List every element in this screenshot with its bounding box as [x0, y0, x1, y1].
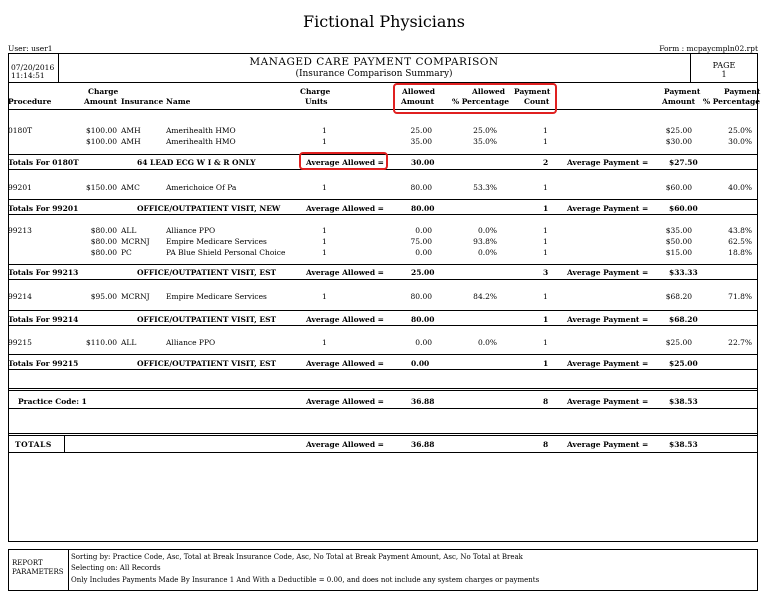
row-3-proc: 99213 — [8, 226, 32, 235]
row-2-name: Americhoice Of Pa — [166, 183, 237, 192]
row-7-allowed: 0.00 — [415, 338, 432, 347]
page-title: Fictional Physicians — [303, 12, 465, 31]
col-allowed-amount-2: Amount — [401, 97, 435, 106]
col-name: Name — [166, 97, 191, 106]
total-3-avg-pay: $68.20 — [669, 315, 698, 324]
total-4-desc: OFFICE/OUTPATIENT VISIT, EST — [137, 359, 277, 368]
total-1-avg-allowed: 80.00 — [411, 204, 435, 213]
grand-avg-payment: $38.53 — [669, 440, 698, 449]
grand-totals-label: TOTALS — [15, 440, 52, 449]
user-label: User: user1 — [8, 44, 53, 53]
total-2-avg-pay: $33.33 — [669, 268, 698, 277]
row-4-ppct: 62.5% — [728, 237, 752, 246]
col-charge-units-2: Units — [305, 97, 328, 106]
row-0-apct: 25.0% — [473, 126, 497, 135]
total-2-label: Totals For 99213 — [8, 268, 79, 277]
row-1-apct: 35.0% — [473, 137, 497, 146]
row-5-allowed: 0.00 — [415, 248, 432, 257]
row-2-ins: AMC — [121, 183, 140, 192]
row-7-ins: ALL — [121, 338, 137, 347]
practice-avg-payment-label: Average Payment = — [567, 397, 649, 406]
total-1-avg-allowed-label: Average Allowed = — [306, 204, 384, 213]
row-3-units: 1 — [322, 226, 327, 235]
total-4-avg-pay-label: Average Payment = — [567, 359, 649, 368]
row-0-units: 1 — [322, 126, 327, 135]
total-0-avg-pay: $27.50 — [669, 158, 698, 167]
row-7-ppct: 22.7% — [728, 338, 752, 347]
total-4-avg-pay: $25.00 — [669, 359, 698, 368]
total-4-avg-allowed-label: Average Allowed = — [306, 359, 384, 368]
row-7-name: Alliance PPO — [166, 338, 216, 347]
col-charge-amount-1: Charge — [88, 87, 119, 96]
col-payment-pct-2: % Percentage — [703, 97, 761, 106]
row-5-amount: $80.00 — [90, 248, 117, 257]
report-subtitle: (Insurance Comparison Summary) — [295, 69, 453, 79]
col-payment-pct-1: Payment — [724, 87, 761, 96]
grand-count: 8 — [543, 440, 549, 449]
row-3-ins: ALL — [121, 226, 137, 235]
row-2-proc: 99201 — [8, 183, 32, 192]
params-includes: Only Includes Payments Made By Insurance 1 And With a Deductible = 0.00, and does not include any system charges or payments — [71, 576, 540, 584]
practice-avg-allowed: 36.88 — [411, 397, 435, 406]
row-2-pay: $60.00 — [665, 183, 692, 192]
practice-count: 8 — [543, 397, 549, 406]
row-6-proc: 99214 — [8, 292, 32, 301]
row-5-name: PA Blue Shield Personal Choice — [166, 248, 286, 257]
row-7-proc: 99215 — [8, 338, 32, 347]
total-3-desc: OFFICE/OUTPATIENT VISIT, EST — [137, 315, 277, 324]
row-2-allowed: 80.00 — [410, 183, 432, 192]
row-6-name: Empire Medicare Services — [166, 292, 267, 301]
row-7-pay: $25.00 — [665, 338, 692, 347]
row-4-apct: 93.8% — [473, 237, 497, 246]
row-0-ppct: 25.0% — [728, 126, 752, 135]
row-3-count: 1 — [543, 226, 548, 235]
col-payment-count-2: Count — [524, 97, 550, 106]
row-2-apct: 53.3% — [473, 183, 497, 192]
row-0-name: Amerihealth HMO — [166, 126, 236, 135]
row-4-ins: MCRNJ — [121, 237, 150, 246]
row-3-amount: $80.00 — [90, 226, 117, 235]
total-4-label: Totals For 99215 — [8, 359, 79, 368]
row-1-ins: AMH — [121, 137, 141, 146]
params-selecting: Selecting on: All Records — [71, 564, 161, 572]
row-6-allowed: 80.00 — [410, 292, 432, 301]
total-0-desc: 64 LEAD ECG W I & R ONLY — [137, 158, 256, 167]
row-7-count: 1 — [543, 338, 548, 347]
row-3-apct: 0.0% — [477, 226, 497, 235]
row-0-ins: AMH — [121, 126, 141, 135]
row-4-allowed: 75.00 — [410, 237, 432, 246]
row-6-units: 1 — [322, 292, 327, 301]
params-sorting: Sorting by: Practice Code, Asc, Total at Break Insurance Code, Asc, No Total at Break Payment Amount, Asc, No Total at Break — [71, 553, 523, 561]
row-5-units: 1 — [322, 248, 327, 257]
total-0-avg-allowed: 30.00 — [411, 158, 435, 167]
row-1-ppct: 30.0% — [728, 137, 752, 146]
highlight-average-allowed — [299, 152, 388, 170]
total-2-avg-pay-label: Average Payment = — [567, 268, 649, 277]
row-5-count: 1 — [543, 248, 548, 257]
row-5-apct: 0.0% — [477, 248, 497, 257]
row-6-count: 1 — [543, 292, 548, 301]
total-0-avg-pay-label: Average Payment = — [567, 158, 649, 167]
row-5-ins: PC — [121, 248, 132, 257]
row-3-ppct: 43.8% — [728, 226, 752, 235]
total-3-count: 1 — [543, 315, 549, 324]
col-allowed-pct-1: Allowed — [472, 87, 505, 96]
total-2-avg-allowed-label: Average Allowed = — [306, 268, 384, 277]
row-7-units: 1 — [322, 338, 327, 347]
report-title: MANAGED CARE PAYMENT COMPARISON — [249, 56, 499, 68]
total-1-avg-pay-label: Average Payment = — [567, 204, 649, 213]
col-charge-amount-2: Amount — [84, 97, 118, 106]
total-1-count: 1 — [543, 204, 549, 213]
row-6-amount: $95.00 — [90, 292, 117, 301]
row-1-name: Amerihealth HMO — [166, 137, 236, 146]
report-date: 07/20/2016 — [11, 63, 55, 72]
total-2-avg-allowed: 25.00 — [411, 268, 435, 277]
page-number: 1 — [721, 70, 727, 79]
row-6-apct: 84.2% — [473, 292, 497, 301]
row-3-allowed: 0.00 — [415, 226, 432, 235]
row-6-ppct: 71.8% — [728, 292, 752, 301]
col-allowed-pct-2: % Percentage — [452, 97, 510, 106]
form-label: Form : mcpaycmpln02.rpt — [659, 44, 758, 53]
row-3-pay: $35.00 — [665, 226, 692, 235]
total-4-count: 1 — [543, 359, 549, 368]
page-label: PAGE — [712, 61, 736, 70]
total-1-desc: OFFICE/OUTPATIENT VISIT, NEW — [137, 204, 281, 213]
row-5-pay: $15.00 — [665, 248, 692, 257]
row-5-ppct: 18.8% — [728, 248, 752, 257]
row-1-units: 1 — [322, 137, 327, 146]
total-2-count: 3 — [543, 268, 549, 277]
col-charge-units-1: Charge — [300, 87, 331, 96]
total-1-label: Totals For 99201 — [8, 204, 79, 213]
row-4-count: 1 — [543, 237, 548, 246]
highlight-allowed-payment-columns — [393, 83, 557, 114]
params-label-2: PARAMETERS — [12, 568, 64, 576]
total-4-avg-allowed: 0.00 — [411, 359, 430, 368]
row-1-pay: $30.00 — [665, 137, 692, 146]
row-2-count: 1 — [543, 183, 548, 192]
col-payment-amount-2: Amount — [662, 97, 696, 106]
row-2-amount: $150.00 — [85, 183, 117, 192]
row-0-proc: 0180T — [8, 126, 33, 135]
total-0-label: Totals For 0180T — [8, 158, 79, 167]
grand-avg-payment-label: Average Payment = — [567, 440, 649, 449]
row-0-amount: $100.00 — [85, 126, 117, 135]
row-2-units: 1 — [322, 183, 327, 192]
row-3-name: Alliance PPO — [166, 226, 216, 235]
total-3-avg-allowed-label: Average Allowed = — [306, 315, 384, 324]
row-0-count: 1 — [543, 126, 548, 135]
col-payment-amount-1: Payment — [664, 87, 701, 96]
row-4-name: Empire Medicare Services — [166, 237, 267, 246]
total-1-avg-pay: $60.00 — [669, 204, 698, 213]
col-payment-count-1: Payment — [514, 87, 551, 96]
row-7-amount: $110.00 — [85, 338, 117, 347]
total-0-count: 2 — [543, 158, 549, 167]
total-3-avg-allowed: 80.00 — [411, 315, 435, 324]
practice-label: Practice Code: 1 — [18, 397, 87, 406]
row-1-amount: $100.00 — [85, 137, 117, 146]
row-1-allowed: 35.00 — [410, 137, 432, 146]
total-3-label: Totals For 99214 — [8, 315, 79, 324]
row-6-pay: $68.20 — [665, 292, 692, 301]
row-4-pay: $50.00 — [665, 237, 692, 246]
row-6-ins: MCRNJ — [121, 292, 150, 301]
grand-avg-allowed-label: Average Allowed = — [306, 440, 384, 449]
col-insurance: Insurance — [121, 97, 164, 106]
row-1-count: 1 — [543, 137, 548, 146]
report-time: 11:14:51 — [11, 71, 45, 80]
row-2-ppct: 40.0% — [728, 183, 752, 192]
row-4-amount: $80.00 — [90, 237, 117, 246]
row-0-pay: $25.00 — [665, 126, 692, 135]
total-3-avg-pay-label: Average Payment = — [567, 315, 649, 324]
row-4-units: 1 — [322, 237, 327, 246]
params-label-1: REPORT — [12, 559, 43, 567]
col-procedure: Procedure — [8, 97, 52, 106]
grand-avg-allowed: 36.88 — [411, 440, 435, 449]
col-allowed-amount-1: Allowed — [402, 87, 435, 96]
total-0-avg-allowed-label: Average Allowed = — [306, 158, 384, 167]
practice-avg-payment: $38.53 — [669, 397, 698, 406]
row-0-allowed: 25.00 — [410, 126, 432, 135]
total-2-desc: OFFICE/OUTPATIENT VISIT, EST — [137, 268, 277, 277]
practice-avg-allowed-label: Average Allowed = — [306, 397, 384, 406]
row-7-apct: 0.0% — [477, 338, 497, 347]
